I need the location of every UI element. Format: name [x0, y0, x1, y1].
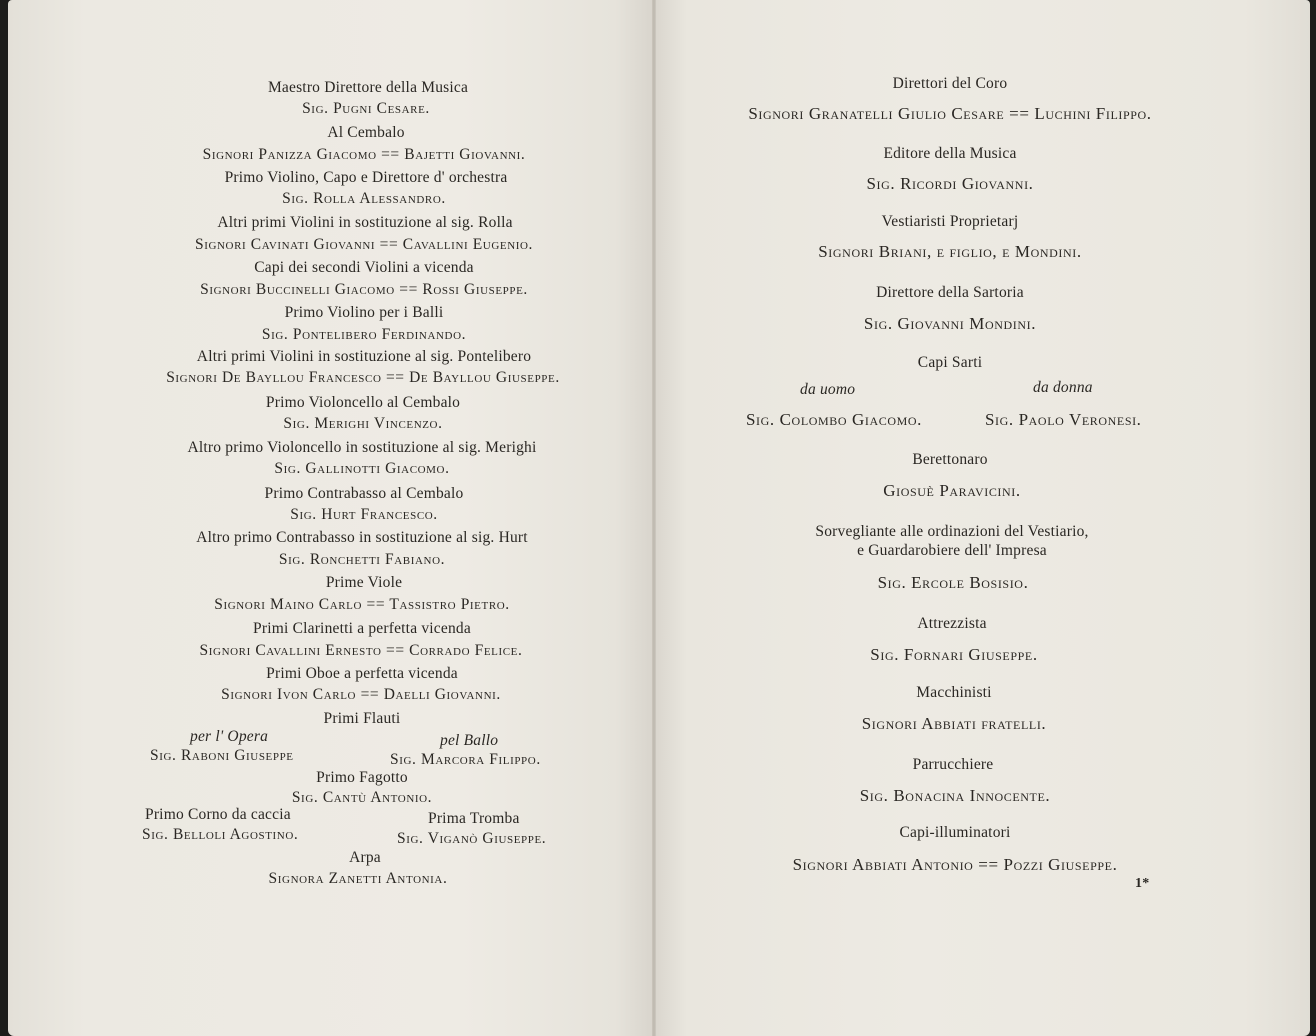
name-fagotto: Sig. Cantù Antonio.: [291, 789, 433, 806]
label-sorvegliante-2: e Guardarobiere dell' Impresa: [857, 542, 1047, 559]
label-altri-violini-rolla: Altri primi Violini in sostituzione al sig. Rolla: [217, 214, 513, 231]
label-arpa: Arpa: [349, 849, 381, 866]
name-maestro: Sig. Pugni Cesare.: [302, 100, 430, 117]
name-violoncello: Sig. Merighi Vincenzo.: [283, 415, 443, 432]
label-flauti-ballo: pel Ballo: [440, 732, 499, 749]
name-clarinetti: Signori Cavallini Ernesto == Corrado Felice.: [199, 642, 523, 659]
label-capi-illuminatori: Capi-illuminatori: [899, 824, 1011, 841]
label-altri-violini-pontelibero: Altri primi Violini in sostituzione al sig. Pontelibero: [196, 348, 532, 365]
label-direttore-sartoria: Direttore della Sartoria: [876, 284, 1024, 301]
name-primo-violino: Sig. Rolla Alessandro.: [282, 190, 446, 207]
name-violino-balli: Sig. Pontelibero Ferdinando.: [261, 326, 467, 343]
label-tromba: Prima Tromba: [428, 810, 520, 827]
label-corno: Primo Corno da caccia: [145, 806, 291, 823]
name-macchinisti: Signori Abbiati fratelli.: [861, 714, 1047, 733]
name-editore: Sig. Ricordi Giovanni.: [866, 174, 1034, 193]
name-attrezzista: Sig. Fornari Giuseppe.: [870, 645, 1038, 664]
page-number: 1*: [1135, 876, 1150, 891]
label-cembalo: Al Cembalo: [327, 124, 405, 141]
label-capi-sarti: Capi Sarti: [917, 354, 983, 371]
name-corno: Sig. Belloli Agostino.: [142, 826, 299, 843]
name-capi-secondi-violini: Signori Buccinelli Giacomo == Rossi Giuseppe.: [200, 281, 528, 298]
label-direttori-coro: Direttori del Coro: [892, 75, 1008, 92]
name-flauti-opera: Sig. Raboni Giuseppe: [150, 747, 294, 764]
label-parrucchiere: Parrucchiere: [912, 756, 994, 773]
name-tromba: Sig. Viganò Giuseppe.: [397, 830, 547, 847]
name-altri-violini-rolla: Signori Cavinati Giovanni == Cavallini Eugenio.: [194, 236, 534, 253]
name-cembalo: Signori Panizza Giacomo == Bajetti Giovanni.: [202, 146, 526, 163]
label-clarinetti: Primi Clarinetti a perfetta vicenda: [253, 620, 471, 637]
name-capi-illuminatori: Signori Abbiati Antonio == Pozzi Giuseppe.: [792, 855, 1118, 874]
name-altri-violini-pontelibero: Signori De Bayllou Francesco == De Bayllou Giuseppe.: [166, 369, 560, 386]
label-oboe: Primi Oboe a perfetta vicenda: [266, 665, 458, 682]
name-direttori-coro: Signori Granatelli Giulio Cesare == Luchini Filippo.: [748, 104, 1152, 123]
label-altro-violoncello: Altro primo Violoncello in sostituzione al sig. Merighi: [187, 439, 537, 456]
name-sarti-uomo: Sig. Colombo Giacomo.: [746, 410, 923, 429]
name-oboe: Signori Ivon Carlo == Daelli Giovanni.: [221, 686, 501, 703]
book-gutter: [652, 0, 656, 1036]
label-fagotto: Primo Fagotto: [316, 769, 408, 786]
label-macchinisti: Macchinisti: [916, 684, 992, 701]
label-vestiaristi: Vestiaristi Proprietarj: [881, 213, 1019, 230]
label-sarti-donna: da donna: [1033, 379, 1093, 396]
label-maestro: Maestro Direttore della Musica: [267, 79, 469, 96]
label-flauti: Primi Flauti: [323, 710, 401, 727]
label-sarti-uomo: da uomo: [800, 381, 856, 398]
name-sorvegliante: Sig. Ercole Bosisio.: [877, 573, 1029, 592]
label-altro-contrabasso: Altro primo Contrabasso in sostituzione al sig. Hurt: [196, 529, 528, 546]
label-contrabasso: Primo Contrabasso al Cembalo: [264, 485, 464, 502]
label-violoncello: Primo Violoncello al Cembalo: [265, 394, 461, 411]
name-sarti-donna: Sig. Paolo Veronesi.: [985, 410, 1142, 429]
name-prime-viole: Signori Maino Carlo == Tassistro Pietro.: [214, 596, 510, 613]
name-contrabasso: Sig. Hurt Francesco.: [290, 506, 438, 523]
label-prime-viole: Prime Viole: [325, 574, 403, 591]
label-sorvegliante-1: Sorvegliante alle ordinazioni del Vestiario,: [815, 523, 1089, 540]
name-flauti-ballo: Sig. Marcora Filippo.: [390, 751, 541, 768]
name-altro-violoncello: Sig. Gallinotti Giacomo.: [274, 460, 450, 477]
label-flauti-opera: per l' Opera: [190, 728, 269, 745]
label-violino-balli: Primo Violino per i Balli: [284, 304, 444, 321]
name-altro-contrabasso: Sig. Ronchetti Fabiano.: [278, 551, 446, 568]
label-attrezzista: Attrezzista: [917, 615, 987, 632]
name-berettonaro: Giosuè Paravicini.: [883, 481, 1021, 500]
label-berettonaro: Berettonaro: [912, 451, 988, 468]
name-direttore-sartoria: Sig. Giovanni Mondini.: [863, 314, 1037, 333]
name-arpa: Signora Zanetti Antonia.: [268, 870, 448, 887]
label-capi-secondi-violini: Capi dei secondi Violini a vicenda: [254, 259, 474, 276]
label-primo-violino: Primo Violino, Capo e Direttore d' orchestra: [224, 169, 508, 186]
label-editore: Editore della Musica: [883, 145, 1017, 162]
name-vestiaristi: Signori Briani, e figlio, e Mondini.: [818, 242, 1082, 261]
name-parrucchiere: Sig. Bonacina Innocente.: [859, 786, 1051, 805]
